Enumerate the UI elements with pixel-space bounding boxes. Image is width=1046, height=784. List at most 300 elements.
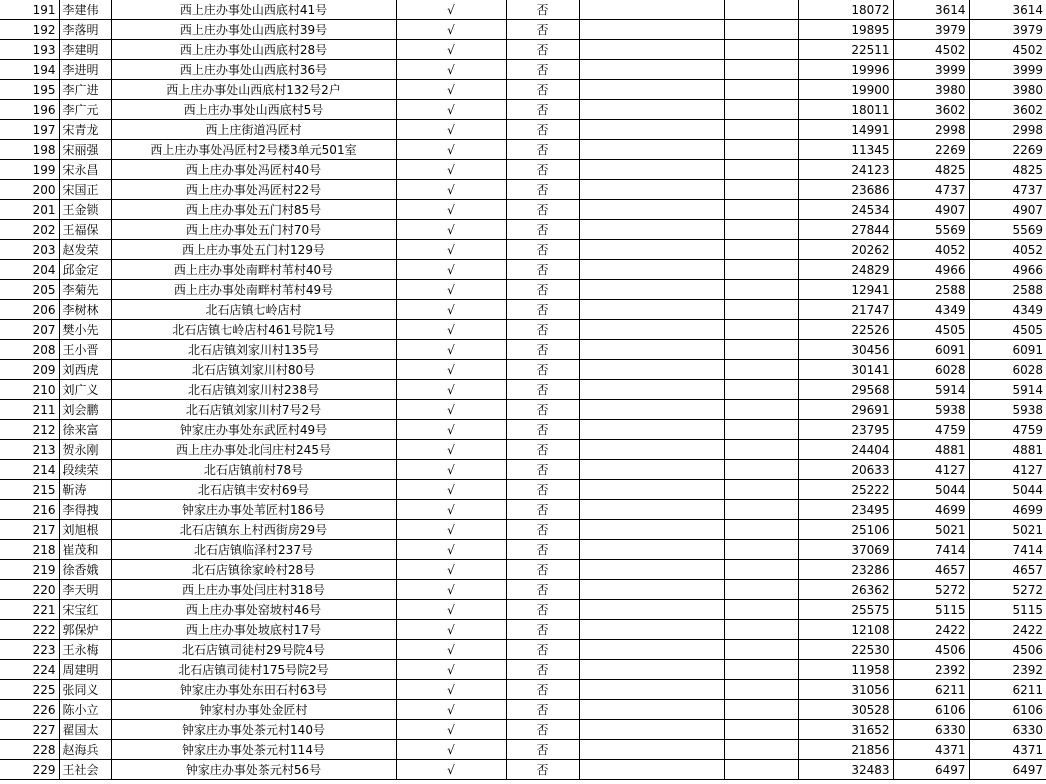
- name-cell: 王福保: [59, 220, 111, 240]
- empty-cell: [724, 360, 798, 380]
- checkmark-cell: √: [396, 320, 506, 340]
- table-row: [0, 400, 1046, 420]
- checkmark-cell: √: [396, 640, 506, 660]
- paid-cell: 4759: [969, 420, 1046, 440]
- paid-cell: 4966: [969, 260, 1046, 280]
- table-row: [0, 700, 1046, 720]
- name-cell: 周建明: [59, 660, 111, 680]
- empty-cell: [724, 680, 798, 700]
- paid-cell: 4506: [969, 640, 1046, 660]
- empty-cell: [579, 640, 724, 660]
- subsidy-cell: 5272: [893, 580, 969, 600]
- name-cell: 宋永昌: [59, 160, 111, 180]
- empty-cell: [579, 280, 724, 300]
- row-number-cell: 203: [0, 240, 59, 260]
- empty-cell: [724, 300, 798, 320]
- checkmark-cell: √: [396, 420, 506, 440]
- empty-cell: [724, 240, 798, 260]
- paid-cell: 3979: [969, 20, 1046, 40]
- row-number-cell: 226: [0, 700, 59, 720]
- table-row: [0, 760, 1046, 780]
- subsidy-cell: 6497: [893, 760, 969, 780]
- subsidy-cell: 2269: [893, 140, 969, 160]
- subsidy-cell: 6091: [893, 340, 969, 360]
- empty-cell: [724, 60, 798, 80]
- amount-cell: 24829: [798, 260, 893, 280]
- empty-cell: [724, 440, 798, 460]
- name-cell: 李建伟: [59, 0, 111, 20]
- row-number-cell: 195: [0, 80, 59, 100]
- flag-cell: 否: [506, 500, 579, 520]
- flag-cell: 否: [506, 540, 579, 560]
- address-cell: 西上庄办事处冯匠村22号: [111, 180, 396, 200]
- flag-cell: 否: [506, 480, 579, 500]
- row-number-cell: 228: [0, 740, 59, 760]
- name-cell: 李广进: [59, 80, 111, 100]
- amount-cell: 30456: [798, 340, 893, 360]
- address-cell: 西上庄办事处冯匠村2号楼3单元501室: [111, 140, 396, 160]
- subsidy-cell: 4881: [893, 440, 969, 460]
- address-cell: 西上庄办事处坡底村17号: [111, 620, 396, 640]
- flag-cell: 否: [506, 300, 579, 320]
- empty-cell: [724, 220, 798, 240]
- subsidy-cell: 2998: [893, 120, 969, 140]
- row-number-cell: 193: [0, 40, 59, 60]
- empty-cell: [724, 520, 798, 540]
- flag-cell: 否: [506, 0, 579, 20]
- table-row: [0, 240, 1046, 260]
- row-number-cell: 199: [0, 160, 59, 180]
- subsidy-cell: 4506: [893, 640, 969, 660]
- row-number-cell: 206: [0, 300, 59, 320]
- flag-cell: 否: [506, 240, 579, 260]
- flag-cell: 否: [506, 180, 579, 200]
- name-cell: 李树林: [59, 300, 111, 320]
- flag-cell: 否: [506, 760, 579, 780]
- name-cell: 宋国正: [59, 180, 111, 200]
- empty-cell: [579, 240, 724, 260]
- empty-cell: [724, 620, 798, 640]
- flag-cell: 否: [506, 120, 579, 140]
- address-cell: 北石店镇刘家川村80号: [111, 360, 396, 380]
- flag-cell: 否: [506, 20, 579, 40]
- subsidy-cell: 6330: [893, 720, 969, 740]
- subsidy-cell: 5115: [893, 600, 969, 620]
- name-cell: 樊小先: [59, 320, 111, 340]
- amount-cell: 23495: [798, 500, 893, 520]
- table-row: [0, 180, 1046, 200]
- row-number-cell: 213: [0, 440, 59, 460]
- checkmark-cell: √: [396, 120, 506, 140]
- checkmark-cell: √: [396, 720, 506, 740]
- amount-cell: 18011: [798, 100, 893, 120]
- row-number-cell: 215: [0, 480, 59, 500]
- subsidy-cell: 6211: [893, 680, 969, 700]
- subsidy-cell: 5914: [893, 380, 969, 400]
- row-number-cell: 209: [0, 360, 59, 380]
- name-cell: 翟国太: [59, 720, 111, 740]
- empty-cell: [724, 560, 798, 580]
- empty-cell: [579, 520, 724, 540]
- subsidy-cell: 3602: [893, 100, 969, 120]
- subsidy-cell: 5044: [893, 480, 969, 500]
- address-cell: 北石店镇丰安村69号: [111, 480, 396, 500]
- checkmark-cell: √: [396, 540, 506, 560]
- table-row: [0, 280, 1046, 300]
- amount-cell: 20633: [798, 460, 893, 480]
- name-cell: 徐香娥: [59, 560, 111, 580]
- address-cell: 西上庄街道冯匠村: [111, 120, 396, 140]
- name-cell: 宋青龙: [59, 120, 111, 140]
- checkmark-cell: √: [396, 740, 506, 760]
- paid-cell: 5272: [969, 580, 1046, 600]
- checkmark-cell: √: [396, 160, 506, 180]
- subsidy-cell: 3999: [893, 60, 969, 80]
- table-row: [0, 380, 1046, 400]
- flag-cell: 否: [506, 440, 579, 460]
- empty-cell: [724, 660, 798, 680]
- address-cell: 北石店镇七岭店村: [111, 300, 396, 320]
- empty-cell: [724, 700, 798, 720]
- row-number-cell: 200: [0, 180, 59, 200]
- address-cell: 西上庄办事处闫庄村318号: [111, 580, 396, 600]
- flag-cell: 否: [506, 220, 579, 240]
- paid-cell: 3602: [969, 100, 1046, 120]
- table-row: [0, 100, 1046, 120]
- amount-cell: 23686: [798, 180, 893, 200]
- amount-cell: 19895: [798, 20, 893, 40]
- empty-cell: [724, 580, 798, 600]
- empty-cell: [579, 160, 724, 180]
- name-cell: 王社会: [59, 760, 111, 780]
- subsidy-cell: 4052: [893, 240, 969, 260]
- amount-cell: 24123: [798, 160, 893, 180]
- subsidy-cell: 4371: [893, 740, 969, 760]
- table-row: [0, 680, 1046, 700]
- paid-cell: 4127: [969, 460, 1046, 480]
- paid-cell: 4737: [969, 180, 1046, 200]
- empty-cell: [724, 740, 798, 760]
- amount-cell: 24404: [798, 440, 893, 460]
- amount-cell: 11958: [798, 660, 893, 680]
- checkmark-cell: √: [396, 80, 506, 100]
- paid-cell: 5938: [969, 400, 1046, 420]
- empty-cell: [579, 180, 724, 200]
- row-number-cell: 201: [0, 200, 59, 220]
- subsidy-cell: 7414: [893, 540, 969, 560]
- checkmark-cell: √: [396, 580, 506, 600]
- paid-cell: 2422: [969, 620, 1046, 640]
- empty-cell: [579, 600, 724, 620]
- flag-cell: 否: [506, 460, 579, 480]
- paid-cell: 2392: [969, 660, 1046, 680]
- empty-cell: [579, 720, 724, 740]
- empty-cell: [724, 600, 798, 620]
- name-cell: 刘旭根: [59, 520, 111, 540]
- amount-cell: 22526: [798, 320, 893, 340]
- address-cell: 北石店镇临泽村237号: [111, 540, 396, 560]
- amount-cell: 26362: [798, 580, 893, 600]
- empty-cell: [724, 40, 798, 60]
- amount-cell: 12941: [798, 280, 893, 300]
- paid-cell: 6330: [969, 720, 1046, 740]
- amount-cell: 21747: [798, 300, 893, 320]
- name-cell: 刘会鹏: [59, 400, 111, 420]
- name-cell: 邱金定: [59, 260, 111, 280]
- row-number-cell: 224: [0, 660, 59, 680]
- checkmark-cell: √: [396, 100, 506, 120]
- flag-cell: 否: [506, 720, 579, 740]
- row-number-cell: 227: [0, 720, 59, 740]
- table-row: [0, 480, 1046, 500]
- flag-cell: 否: [506, 260, 579, 280]
- flag-cell: 否: [506, 420, 579, 440]
- row-number-cell: 196: [0, 100, 59, 120]
- row-number-cell: 225: [0, 680, 59, 700]
- subsidy-cell: 3980: [893, 80, 969, 100]
- empty-cell: [579, 320, 724, 340]
- flag-cell: 否: [506, 580, 579, 600]
- flag-cell: 否: [506, 320, 579, 340]
- amount-cell: 20262: [798, 240, 893, 260]
- amount-cell: 19900: [798, 80, 893, 100]
- table-row: [0, 600, 1046, 620]
- paid-cell: 6211: [969, 680, 1046, 700]
- flag-cell: 否: [506, 700, 579, 720]
- empty-cell: [724, 100, 798, 120]
- address-cell: 钟家庄办事处东田石村63号: [111, 680, 396, 700]
- name-cell: 李天明: [59, 580, 111, 600]
- name-cell: 贺永刚: [59, 440, 111, 460]
- checkmark-cell: √: [396, 240, 506, 260]
- table-row: [0, 60, 1046, 80]
- empty-cell: [724, 760, 798, 780]
- paid-cell: 3980: [969, 80, 1046, 100]
- subsidy-cell: 4759: [893, 420, 969, 440]
- empty-cell: [724, 280, 798, 300]
- empty-cell: [579, 480, 724, 500]
- table-row: [0, 80, 1046, 100]
- address-cell: 北石店镇司徒村175号院2号: [111, 660, 396, 680]
- empty-cell: [579, 460, 724, 480]
- empty-cell: [724, 640, 798, 660]
- flag-cell: 否: [506, 360, 579, 380]
- table-row: [0, 640, 1046, 660]
- address-cell: 钟家庄办事处茶元村56号: [111, 760, 396, 780]
- subsidy-cell: 3614: [893, 0, 969, 20]
- empty-cell: [579, 540, 724, 560]
- name-cell: 刘广义: [59, 380, 111, 400]
- amount-cell: 23795: [798, 420, 893, 440]
- name-cell: 李得拽: [59, 500, 111, 520]
- address-cell: 西上庄办事处山西底村5号: [111, 100, 396, 120]
- address-cell: 西上庄办事处山西底村36号: [111, 60, 396, 80]
- empty-cell: [579, 260, 724, 280]
- row-number-cell: 191: [0, 0, 59, 20]
- paid-cell: 4699: [969, 500, 1046, 520]
- amount-cell: 25222: [798, 480, 893, 500]
- flag-cell: 否: [506, 680, 579, 700]
- row-number-cell: 207: [0, 320, 59, 340]
- empty-cell: [579, 620, 724, 640]
- checkmark-cell: √: [396, 40, 506, 60]
- flag-cell: 否: [506, 560, 579, 580]
- checkmark-cell: √: [396, 760, 506, 780]
- flag-cell: 否: [506, 40, 579, 60]
- amount-cell: 21856: [798, 740, 893, 760]
- checkmark-cell: √: [396, 0, 506, 20]
- name-cell: 刘西虎: [59, 360, 111, 380]
- address-cell: 西上庄办事处五门村85号: [111, 200, 396, 220]
- flag-cell: 否: [506, 80, 579, 100]
- table-row: [0, 360, 1046, 380]
- subsidy-cell: 5021: [893, 520, 969, 540]
- flag-cell: 否: [506, 140, 579, 160]
- checkmark-cell: √: [396, 300, 506, 320]
- table-row: [0, 140, 1046, 160]
- empty-cell: [579, 340, 724, 360]
- checkmark-cell: √: [396, 500, 506, 520]
- name-cell: 崔茂和: [59, 540, 111, 560]
- checkmark-cell: √: [396, 340, 506, 360]
- table-row: [0, 40, 1046, 60]
- table-row: [0, 320, 1046, 340]
- paid-cell: 6497: [969, 760, 1046, 780]
- name-cell: 赵海兵: [59, 740, 111, 760]
- address-cell: 西上庄办事处南畔村苇村40号: [111, 260, 396, 280]
- empty-cell: [724, 20, 798, 40]
- empty-cell: [724, 120, 798, 140]
- row-number-cell: 202: [0, 220, 59, 240]
- table-row: [0, 440, 1046, 460]
- paid-cell: 4657: [969, 560, 1046, 580]
- address-cell: 西上庄办事处冯匠村40号: [111, 160, 396, 180]
- table-row: [0, 200, 1046, 220]
- table-row: [0, 20, 1046, 40]
- table-row: [0, 660, 1046, 680]
- empty-cell: [579, 120, 724, 140]
- amount-cell: 29691: [798, 400, 893, 420]
- paid-cell: 6091: [969, 340, 1046, 360]
- amount-cell: 22530: [798, 640, 893, 660]
- checkmark-cell: √: [396, 180, 506, 200]
- name-cell: 李菊先: [59, 280, 111, 300]
- empty-cell: [579, 0, 724, 20]
- checkmark-cell: √: [396, 660, 506, 680]
- address-cell: 西上庄办事处山西底村39号: [111, 20, 396, 40]
- paid-cell: 5021: [969, 520, 1046, 540]
- subsidy-cell: 4349: [893, 300, 969, 320]
- flag-cell: 否: [506, 60, 579, 80]
- name-cell: 李建明: [59, 40, 111, 60]
- address-cell: 钟家庄办事处茶元村140号: [111, 720, 396, 740]
- paid-cell: 3999: [969, 60, 1046, 80]
- paid-cell: 5914: [969, 380, 1046, 400]
- table-row: [0, 120, 1046, 140]
- address-cell: 钟家庄办事处东武匠村49号: [111, 420, 396, 440]
- subsidy-cell: 4127: [893, 460, 969, 480]
- table-row: [0, 0, 1046, 20]
- name-cell: 徐来富: [59, 420, 111, 440]
- amount-cell: 27844: [798, 220, 893, 240]
- name-cell: 王永梅: [59, 640, 111, 660]
- empty-cell: [579, 400, 724, 420]
- table-row: [0, 220, 1046, 240]
- row-number-cell: 212: [0, 420, 59, 440]
- empty-cell: [579, 680, 724, 700]
- empty-cell: [724, 480, 798, 500]
- amount-cell: 19996: [798, 60, 893, 80]
- checkmark-cell: √: [396, 260, 506, 280]
- flag-cell: 否: [506, 600, 579, 620]
- table-row: [0, 560, 1046, 580]
- flag-cell: 否: [506, 520, 579, 540]
- address-cell: 西上庄办事处山西底村28号: [111, 40, 396, 60]
- empty-cell: [724, 180, 798, 200]
- name-cell: 王小晋: [59, 340, 111, 360]
- row-number-cell: 229: [0, 760, 59, 780]
- row-number-cell: 208: [0, 340, 59, 360]
- paid-cell: 6028: [969, 360, 1046, 380]
- amount-cell: 25106: [798, 520, 893, 540]
- row-number-cell: 211: [0, 400, 59, 420]
- amount-cell: 32483: [798, 760, 893, 780]
- paid-cell: 5569: [969, 220, 1046, 240]
- empty-cell: [579, 660, 724, 680]
- amount-cell: 25575: [798, 600, 893, 620]
- paid-cell: 6106: [969, 700, 1046, 720]
- row-number-cell: 192: [0, 20, 59, 40]
- empty-cell: [724, 400, 798, 420]
- checkmark-cell: √: [396, 280, 506, 300]
- empty-cell: [724, 0, 798, 20]
- amount-cell: 24534: [798, 200, 893, 220]
- paid-cell: 4371: [969, 740, 1046, 760]
- flag-cell: 否: [506, 740, 579, 760]
- address-cell: 西上庄办事处五门村129号: [111, 240, 396, 260]
- empty-cell: [579, 20, 724, 40]
- empty-cell: [579, 420, 724, 440]
- checkmark-cell: √: [396, 680, 506, 700]
- flag-cell: 否: [506, 280, 579, 300]
- name-cell: 张同义: [59, 680, 111, 700]
- row-number-cell: 194: [0, 60, 59, 80]
- subsidy-cell: 5569: [893, 220, 969, 240]
- table-row: [0, 500, 1046, 520]
- checkmark-cell: √: [396, 700, 506, 720]
- table-row: [0, 540, 1046, 560]
- address-cell: 北石店镇刘家川村135号: [111, 340, 396, 360]
- empty-cell: [724, 540, 798, 560]
- address-cell: 西上庄办事处窑坡村46号: [111, 600, 396, 620]
- empty-cell: [724, 340, 798, 360]
- name-cell: 宋丽强: [59, 140, 111, 160]
- table-row: [0, 300, 1046, 320]
- name-cell: 宋宝红: [59, 600, 111, 620]
- flag-cell: 否: [506, 100, 579, 120]
- checkmark-cell: √: [396, 600, 506, 620]
- empty-cell: [579, 380, 724, 400]
- checkmark-cell: √: [396, 480, 506, 500]
- subsidy-cell: 2422: [893, 620, 969, 640]
- row-number-cell: 214: [0, 460, 59, 480]
- table-row: [0, 740, 1046, 760]
- empty-cell: [579, 40, 724, 60]
- checkmark-cell: √: [396, 620, 506, 640]
- table-row: [0, 520, 1046, 540]
- paid-cell: 2998: [969, 120, 1046, 140]
- empty-cell: [579, 760, 724, 780]
